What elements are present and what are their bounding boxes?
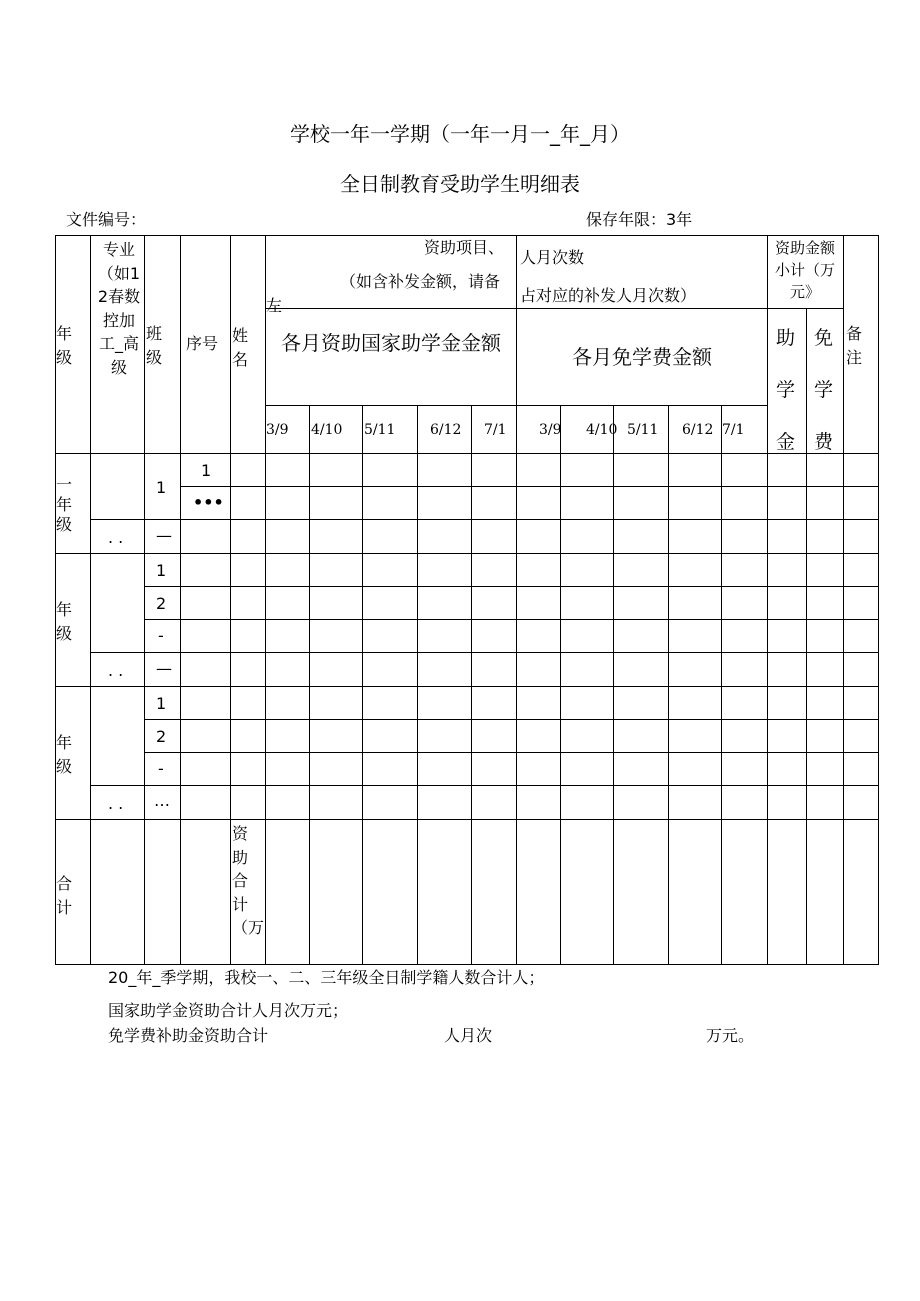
month-label: 5/11 [627, 422, 659, 438]
grade-two-label: 年级 [56, 600, 73, 643]
retention-label: 保存年限：3年 [586, 210, 693, 229]
total-label: 合计 [56, 874, 73, 917]
header-reissue-note: 占对应的补发人月次数） [520, 286, 697, 305]
month-label: 3/9 [539, 422, 562, 438]
footer-line-2: 国家助学金资助合计人月次万元； [108, 1001, 349, 1020]
major-dots: . . [108, 661, 124, 680]
month-label: 7/1 [722, 422, 745, 438]
file-number-label: 文件编号： [66, 210, 147, 229]
class-number: 2 [156, 594, 167, 613]
month-label: 7/1 [484, 422, 507, 438]
header-national-grant: 各月资助国家助学金金额 [281, 331, 501, 355]
header-waiver-short: 免学费 [814, 327, 834, 453]
month-label: 4/10 [311, 422, 343, 438]
header-remark: 备注 [846, 324, 863, 367]
header-item-top: 资助项目、 [424, 238, 505, 257]
footer-line-3c: 万元。 [706, 1026, 755, 1045]
seq-bullets: ••• [193, 493, 224, 512]
footer-line-1: 20_年_季学期，我校一、二、三年级全日制学籍人数合计人； [108, 968, 545, 987]
class-number: 1 [156, 478, 167, 497]
header-seq: 序号 [186, 334, 219, 353]
header-major: 专业（如12春数控加工_高级 [97, 240, 141, 377]
header-grade: 年级 [56, 324, 73, 367]
header-grant-short: 助学金 [776, 327, 796, 453]
class-dash: — [156, 659, 172, 678]
class-number: 1 [156, 694, 167, 713]
class-number: 1 [156, 561, 167, 580]
aid-total-label: 资助合计（万 [232, 824, 265, 937]
header-item-mid: （如含补发金额，请备 [340, 272, 501, 291]
major-dots: . . [108, 528, 124, 547]
footer-line-3a: 免学费补助金资助合计 [108, 1026, 269, 1045]
footer-line-3b: 人月次 [444, 1026, 493, 1045]
grade-one-label: 一年级 [56, 475, 73, 534]
header-item-cut: 左 [266, 296, 283, 315]
month-label: 5/11 [364, 422, 396, 438]
major-dots: . . [108, 794, 124, 813]
class-number: 2 [156, 727, 167, 746]
class-hyphen: - [158, 759, 164, 778]
month-label: 6/12 [682, 422, 714, 438]
month-label: 6/12 [430, 422, 462, 438]
header-person-month: 人月次数 [520, 248, 585, 267]
seq-number: 1 [201, 461, 212, 480]
class-hyphen: - [158, 626, 164, 645]
form-title: 学校一年一学期（一年一月一_年_月） [290, 122, 630, 146]
month-label: 4/10 [586, 422, 618, 438]
header-tuition-waiver: 各月免学费金额 [572, 345, 712, 369]
header-class: 班级 [146, 324, 163, 367]
class-ellipsis: … [154, 791, 170, 810]
form-subtitle: 全日制教育受助学生明细表 [340, 172, 580, 196]
month-label: 3/9 [266, 422, 289, 438]
header-subtotal: 资助金额小计（万元》 [774, 239, 835, 301]
header-name: 姓名 [232, 326, 249, 369]
grade-three-label: 年级 [56, 733, 73, 776]
class-dash: — [156, 526, 172, 545]
